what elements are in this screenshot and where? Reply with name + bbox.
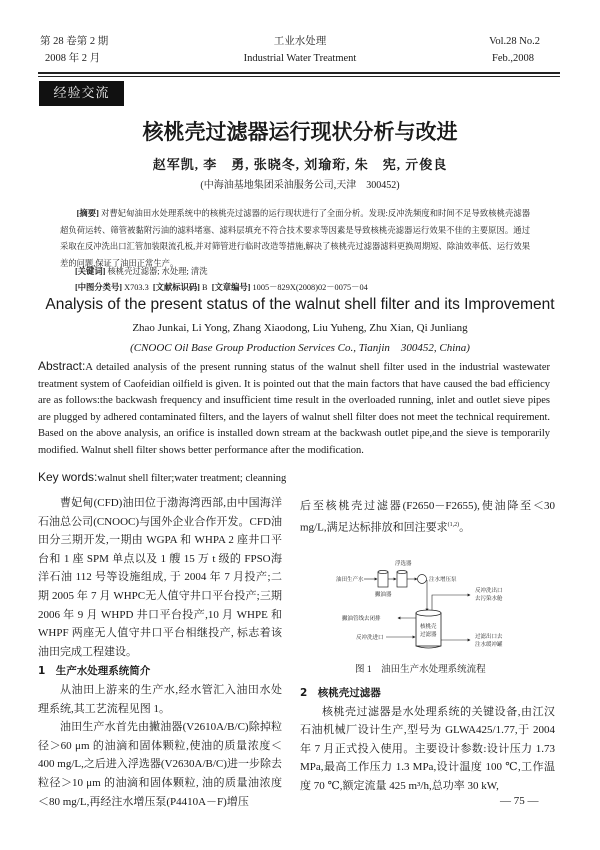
title-cn: 核桃壳过滤器运行现状分析与改进: [142, 120, 458, 144]
label-produced-water: 油田生产水: [336, 577, 364, 583]
arrow-backwash-out: [432, 595, 470, 611]
abstract-en: [38, 358, 550, 460]
header-date-en: Feb.,2008: [492, 53, 534, 64]
header-rule-thin: [38, 76, 560, 77]
figure-1-flow-diagram: [330, 555, 530, 655]
left-column: [38, 494, 282, 811]
section-2-heading: 2 核桃壳过滤器: [300, 687, 381, 699]
header-rule: [38, 72, 560, 74]
section-1-paragraph-2-cont: 后至核桃壳过滤器(F2650－F2655),使油降至＜30 mg/L,满足达标排放和回注要求: [300, 500, 555, 534]
section-1-heading: 1 生产水处理系统简介: [38, 665, 151, 678]
keywords-cn-label: [关键词]: [75, 267, 106, 276]
label-pump: 注水增压泵: [429, 577, 457, 583]
section-1-paragraph-2: 油田生产水首先由撇油器(V2610A/B/C)除掉粒径＞60 μm 的油滴和固体颗粒,使油的质量浓度＜400 mg/L,之后进入浮选器(V2630A/B/C)进一步除去粒径＞10 μm 的油滴和固体颗粒, 油的质量油浓度＜80 mg/L,再经注水增压泵(P4410A－F)增压: [38, 721, 282, 808]
title-en: Analysis of the present status of the walnut shell filter and its Improvement: [45, 296, 555, 313]
keywords-en-label: Key words:: [38, 470, 98, 484]
header-volume-en: Vol.28 No.2: [489, 36, 540, 47]
label-skim-line: 撇油管线去闭排: [342, 616, 381, 622]
skimmer-tank-icon: [378, 571, 388, 588]
affiliation-cn: (中海油基地集团采油服务公司,天津 300452): [200, 180, 400, 191]
label-filter-1: 核桃壳: [420, 624, 437, 630]
section-2-paragraph-1: 核桃壳过滤器是水处理系统的关键设备,由江汉石油机械厂设计生产,型号为 GLWA425/1.77,于 2004 年 7 月正式投入使用。主要设计参数:设计压力 1.73 MPa,最高工作压力 1.3 MPa,设计温度 100 ℃,工作温度 70 ℃,额定流量 425 m³/h,总功率 30 kW,: [300, 705, 555, 792]
keywords-en-text: walnut shell filter;water treatment; cleanning: [97, 473, 287, 484]
column-badge: 经验交流: [39, 81, 124, 106]
right-column-top: [300, 497, 555, 537]
class-label: [中图分类号]: [75, 283, 123, 292]
header-journal-en: Industrial Water Treatment: [243, 53, 357, 64]
doc-value: B: [202, 283, 208, 292]
reference-marker: (1,2): [447, 521, 460, 528]
keywords-cn: [75, 264, 535, 280]
abstract-cn-label: [摘要]: [76, 209, 99, 218]
period: 。: [459, 521, 471, 534]
page-number: — 75 —: [500, 795, 539, 807]
authors-cn: 赵军凯, 李 勇, 张晓冬, 刘瑜珩, 朱 宪, 亓俊良: [152, 157, 448, 172]
label-backwash-out-1: 反冲洗出口: [475, 588, 503, 594]
keywords-cn-text: 核桃壳过滤器; 水处理; 清洗: [107, 267, 208, 276]
doc-label: [文献标识码]: [152, 283, 200, 292]
affiliation-en: (CNOOC Oil Base Group Production Services Co., Tianjin 300452, China): [130, 342, 470, 354]
label-filter-2: 过滤器: [420, 632, 437, 638]
keywords-en: [38, 470, 558, 484]
abstract-en-text: A detailed analysis of the present running status of the walnut shell filter used in the industrial wastewater treatment system of Caofeidian oilfield is given. It is pointed out that the main factors that have caused the bad efficiency are as follows:the backwash frequency and insufficient time result in the overloaded running, inlet and outlet sieve pipes are plugged by adhered contaminated filters, and the layers of walnut shell filter does not meet the technical requirement. Based on the above analysis, an orifice is installed down stream at the backwash outlet pipe,and the sieve is temporarily modified. Walnut shell filter shows better performance after the modification.: [38, 362, 550, 456]
classification-cn: [75, 280, 535, 296]
intro-paragraph: 曹妃甸(CFD)油田位于渤海湾西部,由中国海洋石油总公司(CNOOC)与国外企业合作开发。CFD油田分三期开发,一期由 WGPA 和 WHPA 2 座井口平台和 1 座 SPM 单点以及 1 艘 15 万 t 级的 FPSO海洋石油 112 号等设施组成, 于 2004 年 7 月投产;二期 2005 年 7 月 WHPC无人值守井口平台投产;三期 2006 年 9 月 WHPD 井口平台投产,10 月 WHPE 和 WHPF 两座无人值守井口平台相继投产, 标志着该油田完成工程建设。: [38, 497, 282, 658]
article-value: 1005－829X(2008)02－0075－04: [252, 283, 368, 292]
header-date-cn: 2008 年 2 月: [45, 53, 101, 64]
label-skimmer: 撇油器: [375, 592, 392, 598]
figure-1-caption: 图 1 油田生产水处理系统流程: [355, 665, 486, 675]
flotation-tank-icon: [397, 571, 407, 588]
header-journal-cn: 工业水处理: [273, 36, 327, 47]
authors-en: Zhao Junkai, Li Yong, Zhang Xiaodong, Liu Yuheng, Zhu Xian, Qi Junliang: [132, 322, 468, 334]
section-1-paragraph-1: 从油田上游来的生产水,经水管汇入油田水处理系统,其工艺流程见图 1。: [38, 683, 282, 715]
label-backwash-in: 反冲洗进口: [356, 635, 384, 641]
header-volume-cn: 第 28 卷第 2 期: [40, 36, 109, 47]
abstract-cn: [60, 206, 530, 272]
abstract-en-label: Abstract:: [38, 359, 86, 373]
article-label: [文章编号]: [211, 283, 251, 292]
pump-icon: [418, 575, 427, 584]
abstract-cn-text: 对曹妃甸油田水处理系统中的核桃壳过滤器的运行现状进行了全面分析。发现:反冲洗频度和时间不足导致核桃壳滤器超负荷运转、筛管被黏附污油的滤料堵塞、滤料层填充不符合技术要求等因素是导致核桃壳滤器运行效果不佳的主要原因。通过采取在反冲洗出口汇管加装限流孔板,并对筛管进行临时改造等措施,解决了核桃壳过滤器滤料更换周期短、除油效率低、运行效果差的问题,保证了油田正常生产。: [60, 209, 531, 268]
label-flotation: 浮选器: [395, 561, 412, 567]
label-filter-out-2: 注水缓冲罐: [475, 642, 503, 648]
label-filter-out-1: 过滤出口去: [475, 634, 503, 640]
label-backwash-out-2: 去污染水舱: [475, 596, 503, 602]
right-column-bottom: [300, 684, 555, 796]
class-value: X703.3: [124, 283, 149, 292]
